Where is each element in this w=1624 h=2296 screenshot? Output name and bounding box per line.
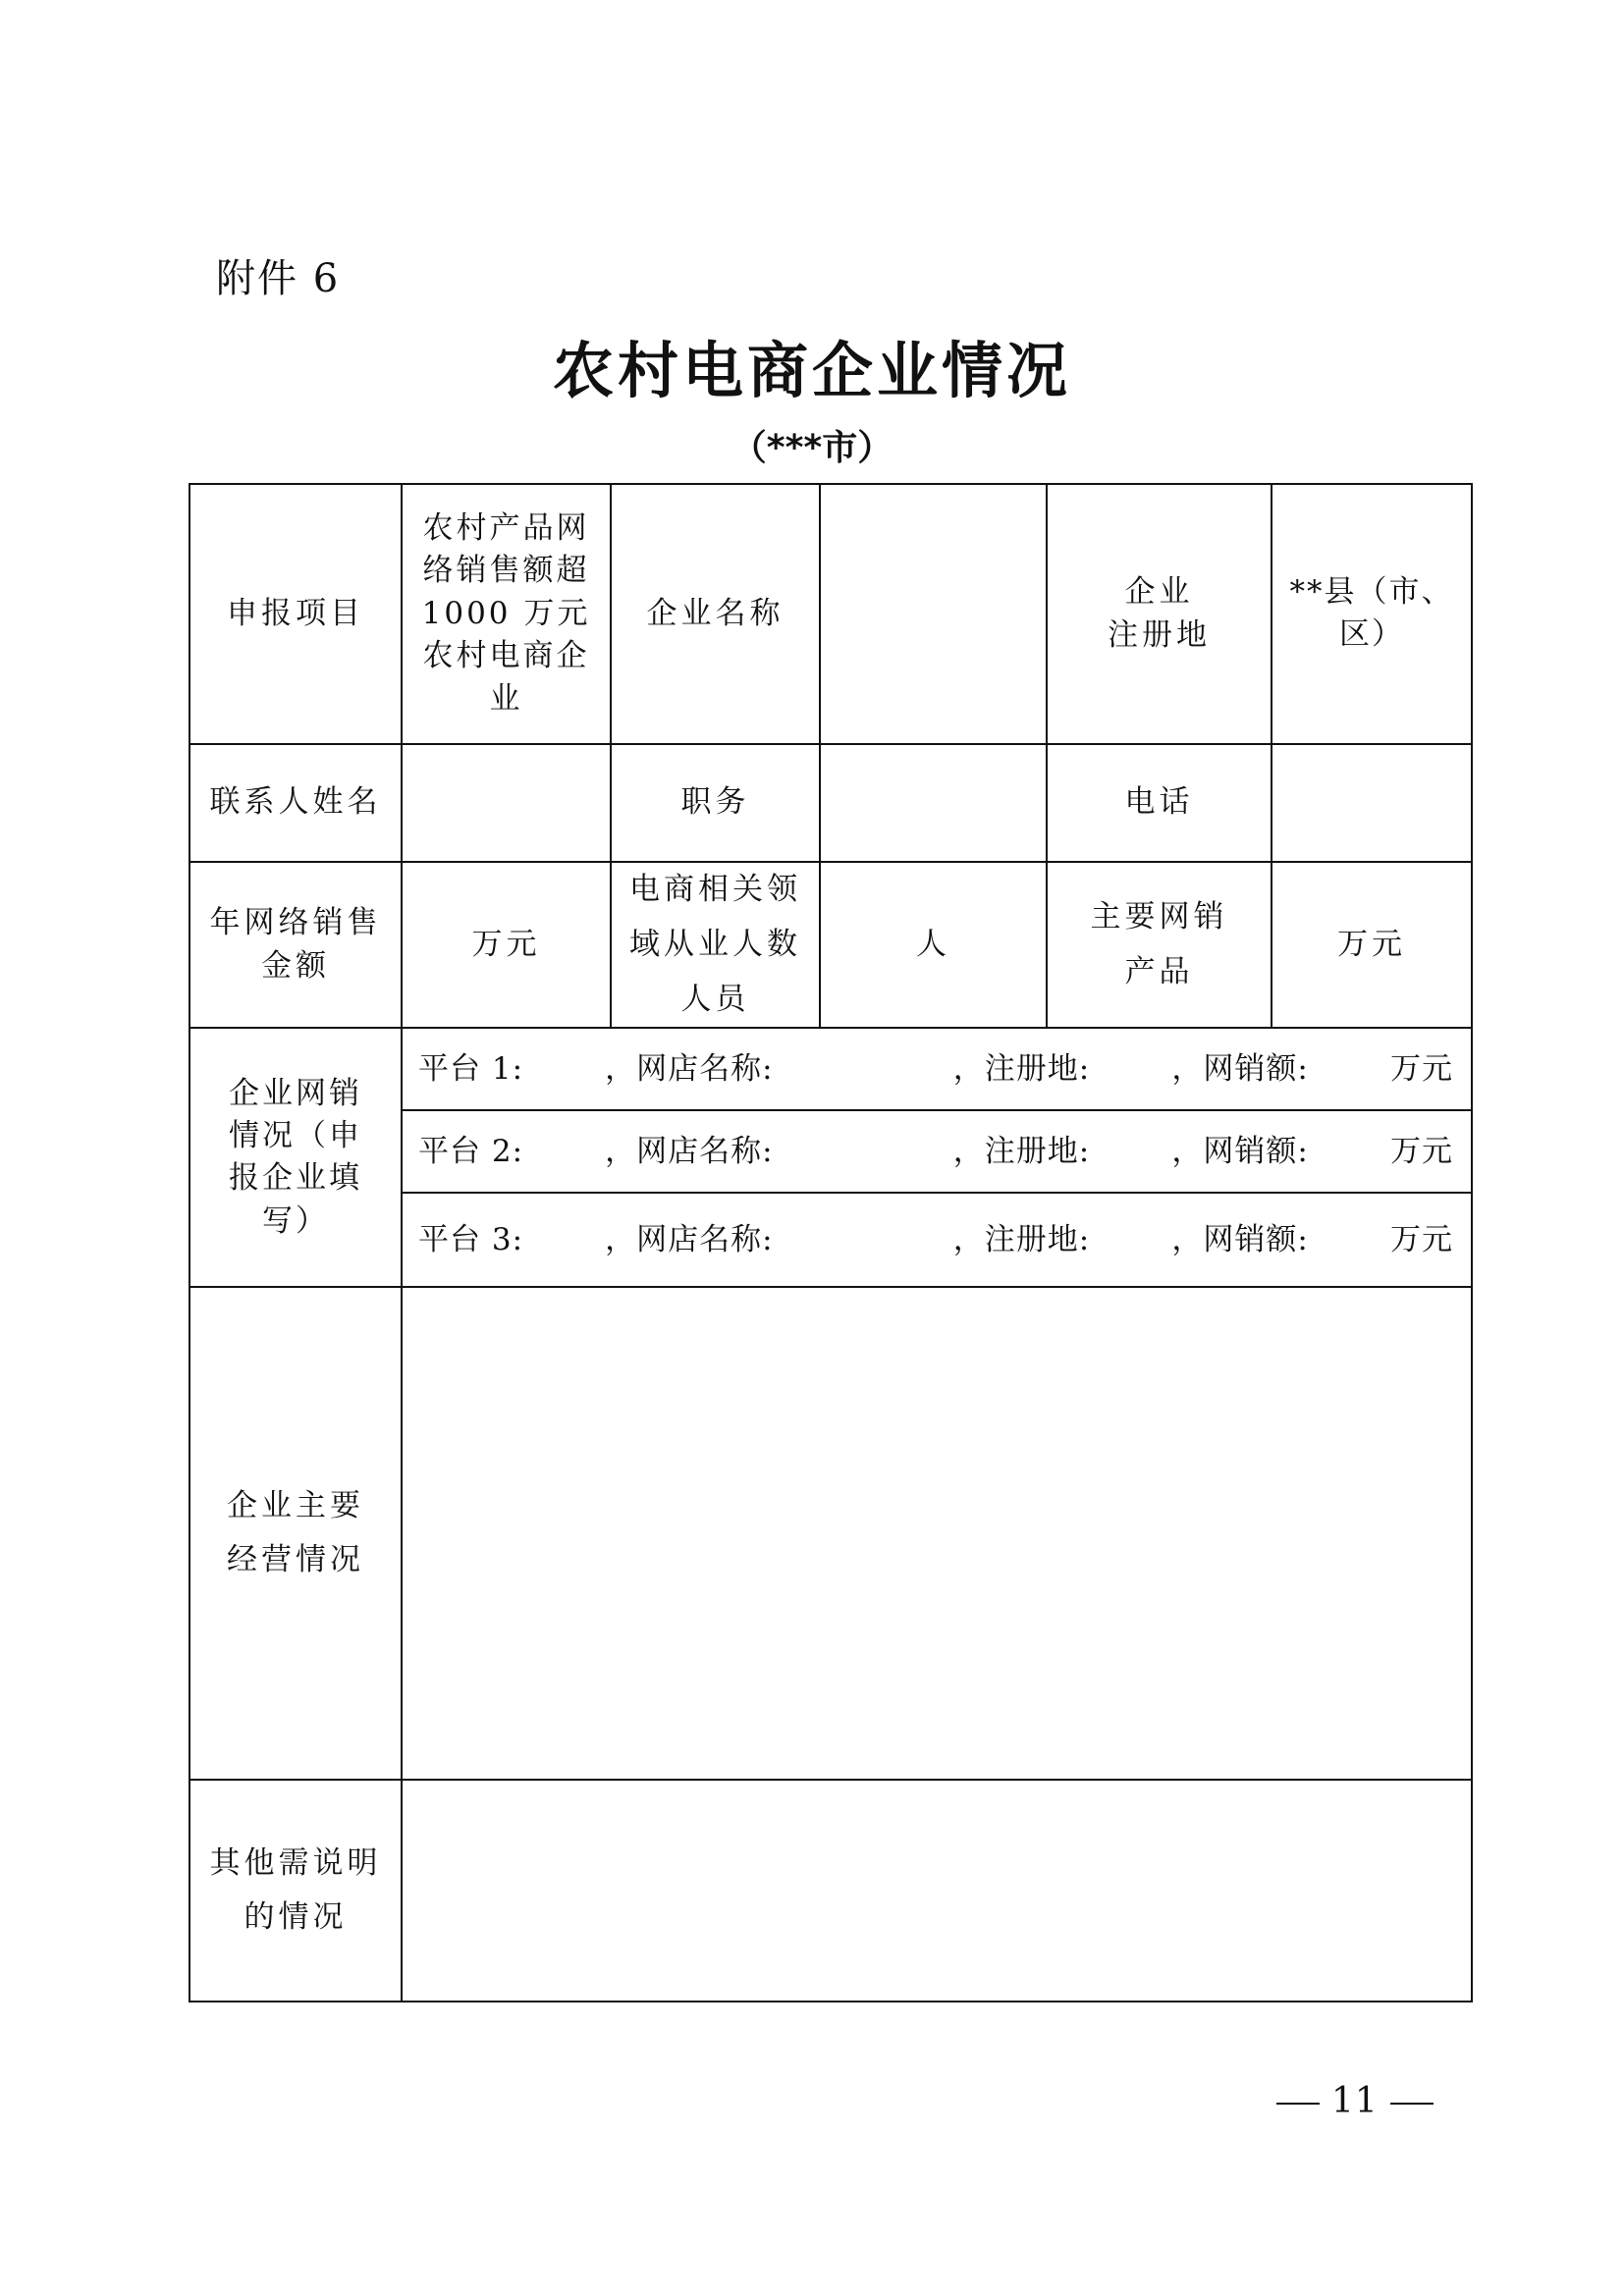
page-title: 农村电商企业情况 — [552, 335, 1071, 406]
platform-2-shop-name: ，网店名称: — [605, 1133, 774, 1169]
platform-1-unit: 万元 — [1389, 1050, 1453, 1087]
position-input[interactable] — [820, 744, 1047, 862]
operations-label: 企业主要经营情况 — [189, 1287, 402, 1780]
page-number — [1265, 2081, 1445, 2121]
page-subtitle: （***市） — [731, 428, 893, 468]
project-value: 农村产品网络销售额超1000 万元农村电商企业 — [402, 484, 611, 744]
table-row — [189, 744, 1472, 862]
online-sales-label: 企业网销情况（申报企业填写） — [189, 1028, 402, 1287]
employees-label: 电商相关领域从业人数人员 — [611, 862, 820, 1028]
platform-3-name: 平台 3: — [418, 1221, 524, 1257]
company-name-label: 企业名称 — [611, 484, 820, 744]
other-notes-input[interactable] — [402, 1780, 1472, 2002]
platform-row[interactable] — [402, 1028, 1472, 1110]
platform-2-name: 平台 2: — [418, 1133, 524, 1169]
platform-2-unit: 万元 — [1389, 1133, 1453, 1169]
platform-3-unit: 万元 — [1389, 1221, 1453, 1257]
operations-input[interactable] — [402, 1287, 1472, 1780]
platform-1-name: 平台 1: — [418, 1050, 524, 1087]
annual-sales-input[interactable]: 万元 — [402, 862, 611, 1028]
main-products-label: 主要网销产品 — [1047, 862, 1272, 1028]
annual-sales-label: 年网络销售金额 — [189, 862, 402, 1028]
company-name-input[interactable] — [820, 484, 1047, 744]
attachment-label: 附件 6 — [216, 256, 341, 301]
position-label: 职务 — [611, 744, 820, 862]
platform-1-registered: ，注册地: — [952, 1050, 1091, 1087]
contact-name-input[interactable] — [402, 744, 611, 862]
other-notes-label: 其他需说明的情况 — [189, 1780, 402, 2002]
contact-name-label: 联系人姓名 — [189, 744, 402, 862]
platform-1-sales: ，网销额: — [1171, 1050, 1309, 1087]
phone-label: 电话 — [1047, 744, 1272, 862]
project-label: 申报项目 — [189, 484, 402, 744]
main-products-input[interactable]: 万元 — [1272, 862, 1472, 1028]
table-row — [189, 484, 1472, 744]
registered-label-line1: 企业 — [1124, 574, 1194, 611]
phone-input[interactable] — [1272, 744, 1472, 862]
platform-row[interactable] — [402, 1110, 1472, 1193]
platform-3-registered: ，注册地: — [952, 1221, 1091, 1257]
registered-label-line2: 注册地 — [1108, 616, 1211, 653]
registered-label — [1047, 484, 1272, 744]
employees-input[interactable]: 人 — [820, 862, 1047, 1028]
platform-2-registered: ，注册地: — [952, 1133, 1091, 1169]
platform-3-sales: ，网销额: — [1171, 1221, 1309, 1257]
table-row — [189, 1287, 1472, 1780]
table-row — [189, 1780, 1472, 2002]
table-row — [189, 862, 1472, 1028]
platform-1-shop-name: ，网店名称: — [605, 1050, 774, 1087]
table-row — [189, 1028, 1472, 1110]
page-number-value: 11 — [1331, 2081, 1379, 2121]
enterprise-info-table — [189, 483, 1473, 2002]
registered-value[interactable]: **县（市、区） — [1272, 484, 1472, 744]
platform-2-sales: ，网销额: — [1171, 1133, 1309, 1169]
platform-row[interactable] — [402, 1193, 1472, 1287]
platform-3-shop-name: ，网店名称: — [605, 1221, 774, 1257]
